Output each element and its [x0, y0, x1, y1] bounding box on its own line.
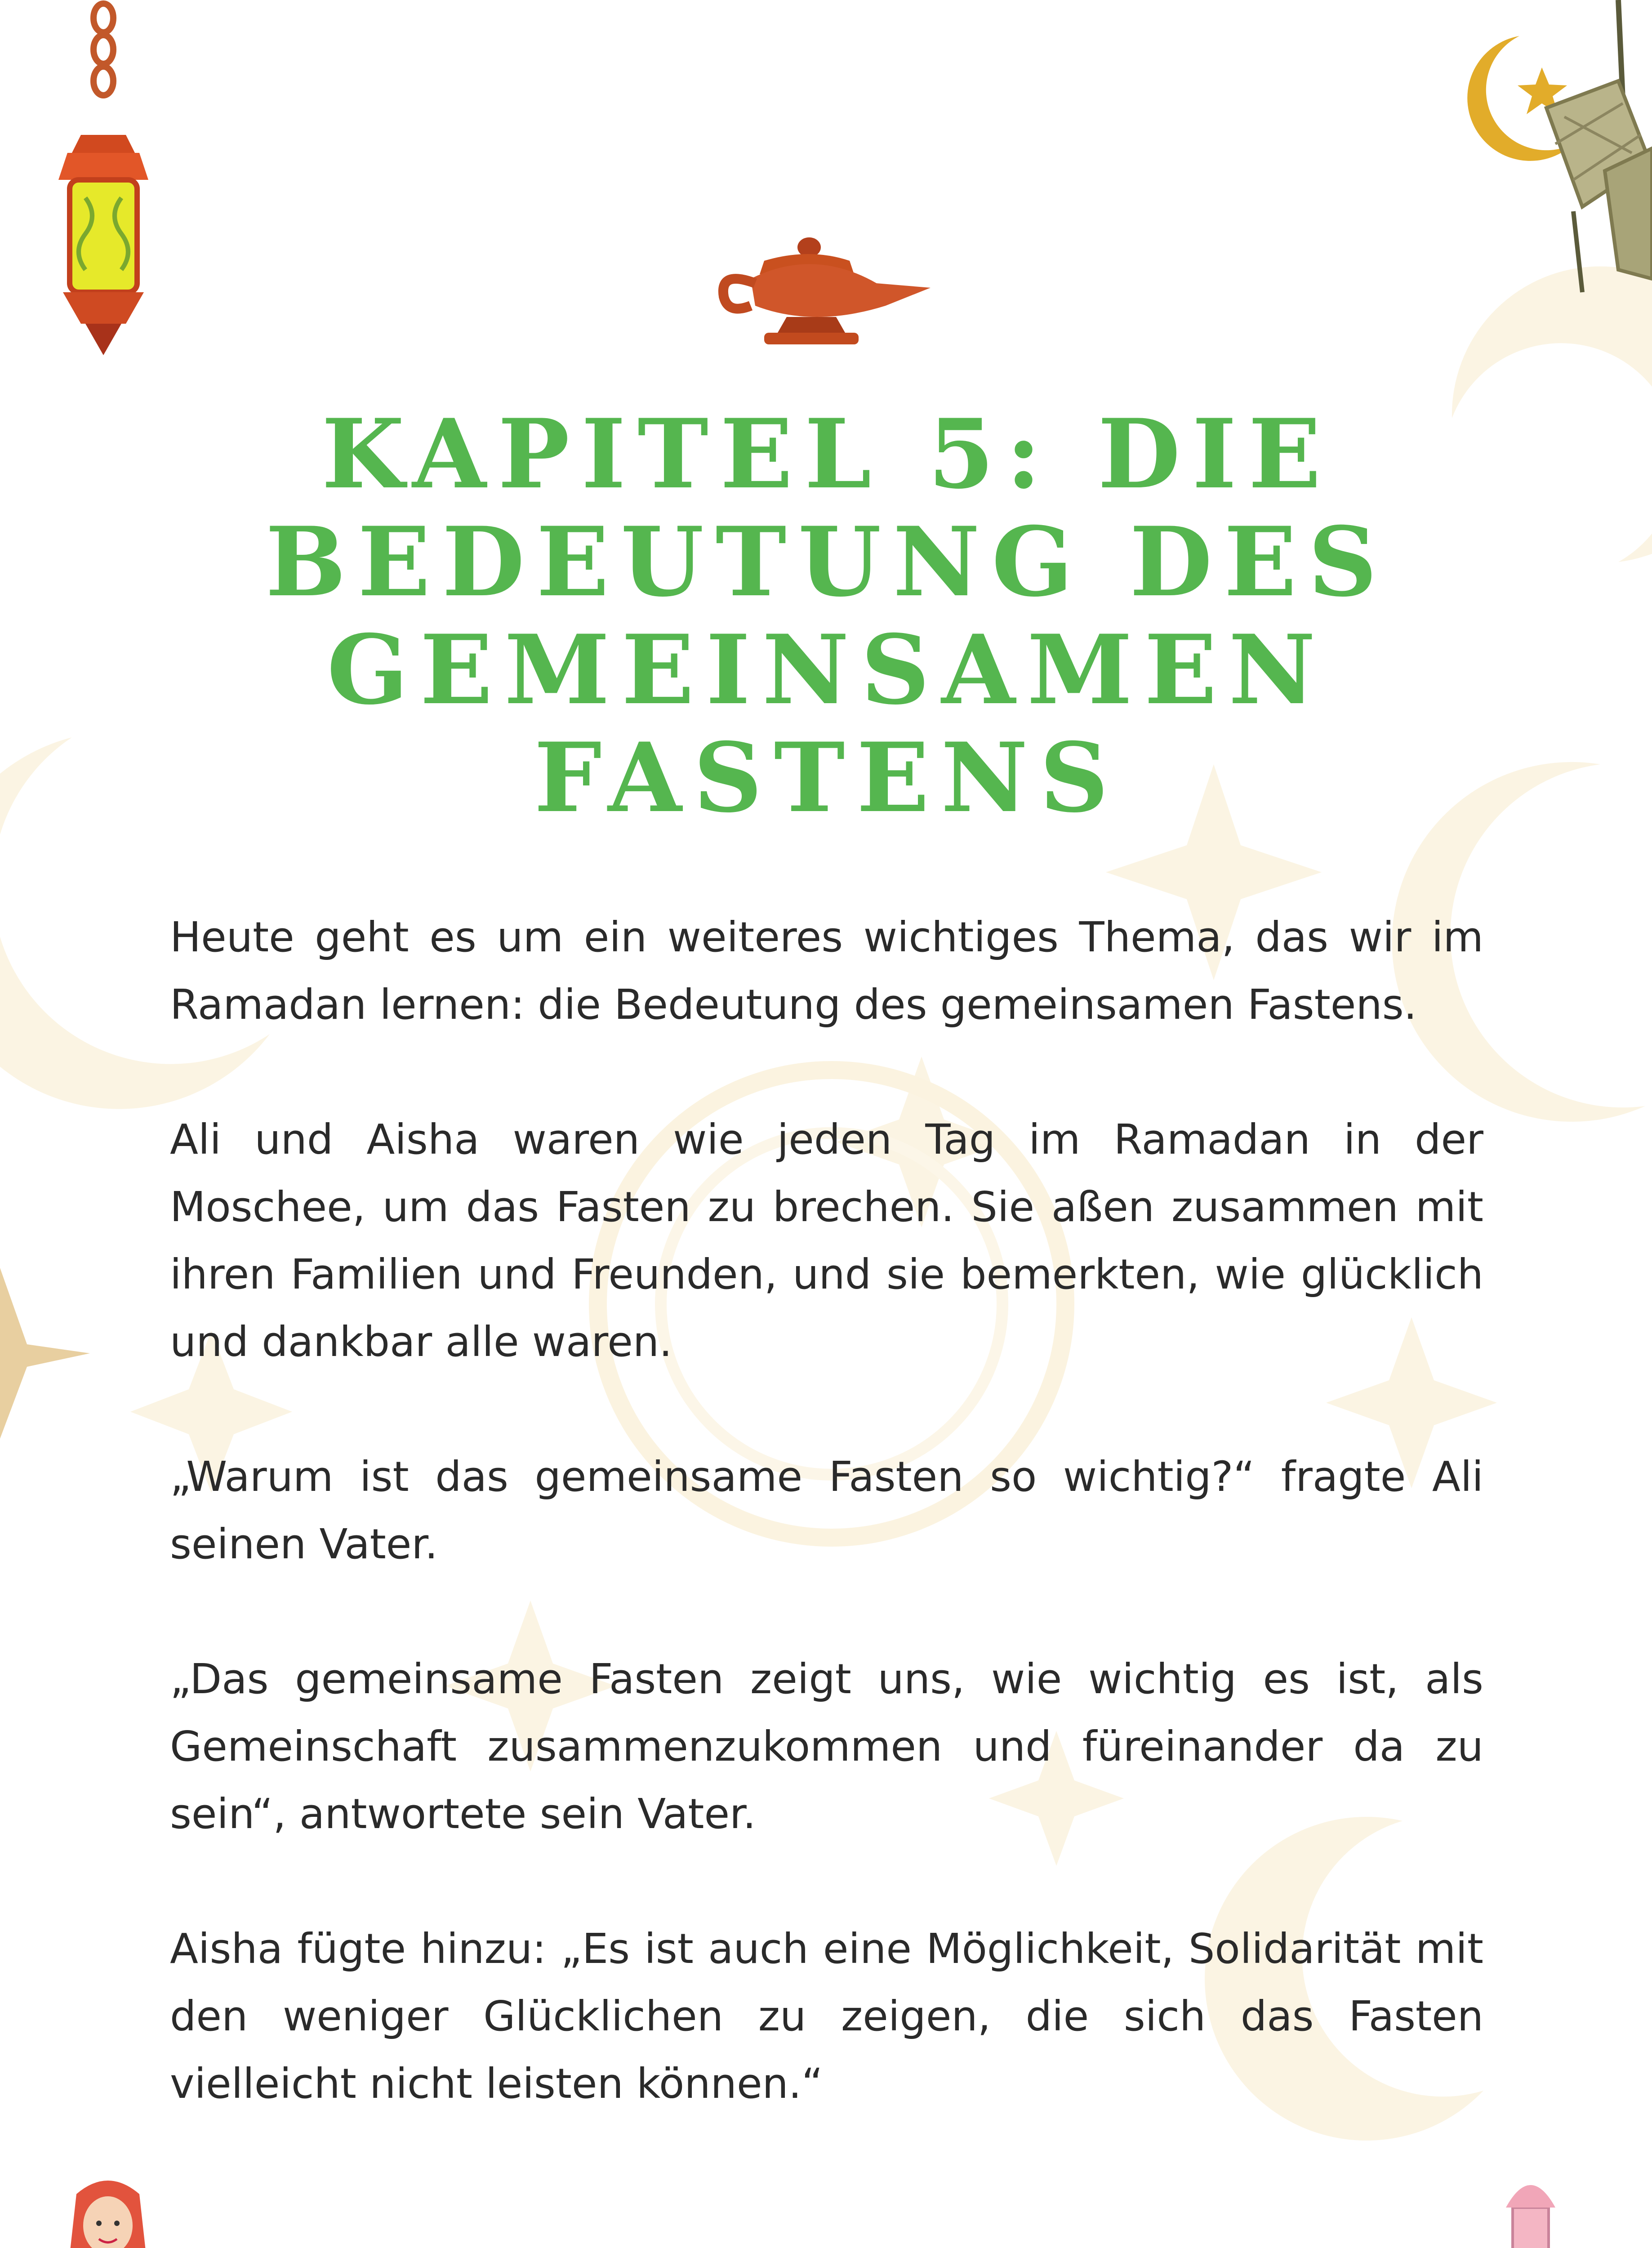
lantern-icon	[31, 0, 166, 360]
chapter-title-line: FASTENS	[534, 722, 1120, 834]
girl-illustration	[49, 2176, 166, 2248]
star-left-edge-icon	[0, 1268, 90, 1439]
paragraph: Ali und Aisha waren wie jeden Tag im Ramadan in der Moschee, um das Fasten zu brechen. Sie aßen zusammen mit ihren Familien und Freunden, und sie bemerkten, wie glücklich und dankbar alle waren.	[170, 1115, 1483, 1366]
oil-lamp-icon	[706, 220, 940, 355]
paragraph: „Warum ist das gemeinsame Fasten so wichtig?“ fragte Ali seinen Vater.	[170, 1453, 1483, 1568]
chapter-title-line: GEMEINSAMEN	[327, 614, 1327, 726]
chapter-title	[225, 400, 1429, 832]
paragraph: Heute geht es um ein weiteres wichtiges Thema, das wir im Ramadan lernen: die Bedeutung des gemeinsamen Fastens.	[170, 913, 1483, 1029]
paragraph: Aisha fügte hinzu: „Es ist auch eine Möglichkeit, Solidarität mit den weniger Glücklichen zu zeigen, die sich das Fasten vielleicht nicht leisten können.“	[170, 1925, 1483, 2108]
ketupat-icon	[1515, 0, 1652, 315]
chapter-title-line: KAPITEL 5: DIE	[321, 398, 1333, 510]
story-text	[170, 904, 1483, 2185]
paragraph: „Das gemeinsame Fasten zeigt uns, wie wichtig es ist, als Gemeinschaft zusammenzukommen und füreinander da zu sein“, antwortete sein Vater.	[170, 1655, 1483, 1838]
chapter-title-line: BEDEUTUNG DES	[265, 506, 1389, 618]
